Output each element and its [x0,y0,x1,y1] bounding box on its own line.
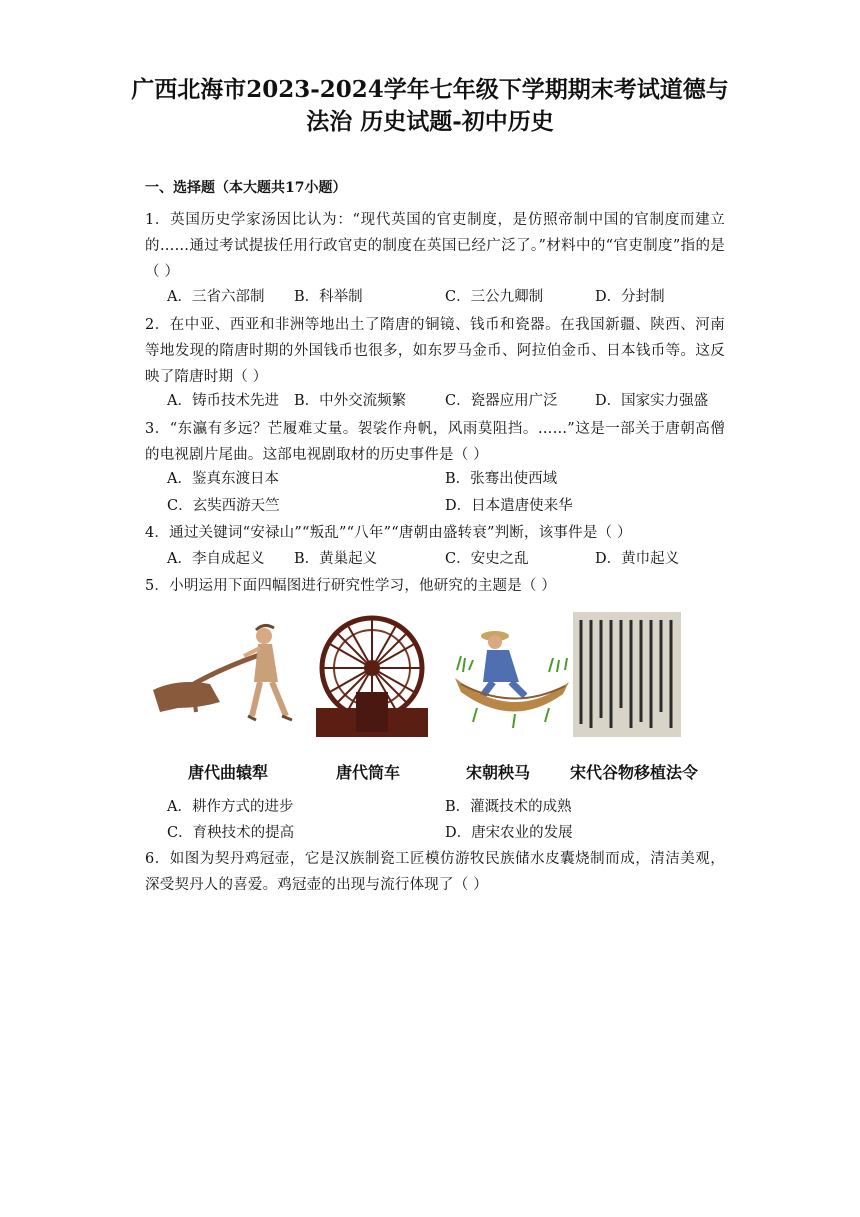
q2-option-a: A．铸币技术先进 [167,393,279,409]
title-line-2: 法治 历史试题-初中历史 [306,108,554,135]
question-2-stem: 2．在中亚、西亚和非洲等地出土了隋唐的铜镜、钱币和瓷器。在我国新疆、陕西、河南等地发现的隋唐时期的外国钱币也很多，如东罗马金币、阿拉伯金币、日本钱币等。这反映了隋唐时期（ ） [145,317,725,385]
decree-document-illustration [573,612,681,737]
question-4-stem: 4．通过关键词“安禄山”“叛乱”“八年”“唐朝由盛转衰”判断，该事件是（ ） [145,525,632,541]
q2-option-c: C．瓷器应用广泛 [445,393,558,409]
q5-option-b: B．灌溉技术的成熟 [445,799,572,815]
q3-option-c: C．玄奘西游天竺 [167,498,280,514]
q5-option-d: D．唐宋农业的发展 [445,825,573,841]
curved-plough-illustration [148,612,298,732]
q4-option-b: B．黄巢起义 [294,551,378,567]
q4-option-a: A．李自成起义 [167,551,265,567]
q3-option-a: A．鉴真东渡日本 [167,471,279,487]
question-1-stem: 1．英国历史学家汤因比认为：“现代英国的官吏制度，是仿照帝制中国的官制度而建立的……通过考试提拔任用行政官吏的制度在英国已经广泛了。”材料中的“官吏制度”指的是（ ） [145,212,725,280]
document-title [100,74,760,138]
section-heading: 一、选择题（本大题共17小题） [145,180,347,196]
q2-option-d: D．国家实力强盛 [595,393,709,409]
q4-option-c: C．安史之乱 [445,551,529,567]
q1-option-b: B．科举制 [294,289,363,305]
q1-option-d: D．分封制 [595,289,665,305]
q5-option-a: A．耕作方式的进步 [167,799,294,815]
figure-caption-4: 宋代谷物移植法令 [570,763,699,782]
q3-option-b: B．张骞出使西域 [445,471,558,487]
q3-option-d: D．日本遣唐使来华 [445,498,573,514]
q2-option-b: B．中外交流频繁 [294,393,407,409]
figure-caption-3: 宋朝秧马 [466,763,531,782]
q5-option-c: C．育秧技术的提高 [167,825,295,841]
q1-option-a: A．三省六部制 [167,289,265,305]
title-line-1: 广西北海市2023-2024学年七年级下学期期末考试道德与 [131,76,729,103]
figure-caption-2: 唐代筒车 [336,763,401,782]
q1-option-c: C．三公九卿制 [445,289,544,305]
rice-seedling-boat-illustration [453,612,573,732]
tube-water-wheel-illustration [316,612,428,737]
question-5-stem: 5．小明运用下面四幅图进行研究性学习，他研究的主题是（ ） [145,578,557,594]
q4-option-d: D．黄巾起义 [595,551,680,567]
question-5-figures [148,612,728,792]
question-6-stem: 6．如图为契丹鸡冠壶，它是汉族制瓷工匠模仿游牧民族储水皮囊烧制而成，清洁美观，深受契丹人的喜爱。鸡冠壶的出现与流行体现了（ ） [145,851,725,893]
question-3-stem: 3．“东瀛有多远？芒履难丈量。袈裟作舟帆，风雨莫阻挡。……”这是一部关于唐朝高僧的电视剧片尾曲。这部电视剧取材的历史事件是（ ） [145,421,725,463]
figure-caption-1: 唐代曲辕犁 [188,763,269,782]
